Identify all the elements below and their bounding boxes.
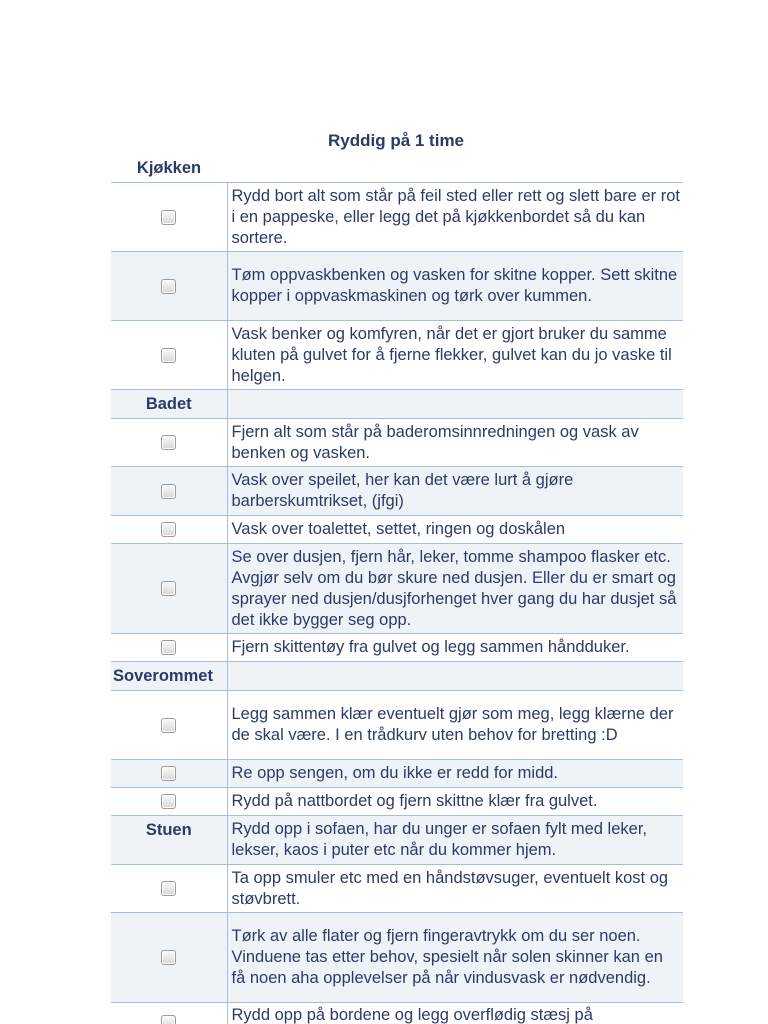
task-row <box>111 760 683 788</box>
task-row-stuen <box>111 816 683 865</box>
task-checkbox[interactable] <box>161 718 176 733</box>
task-row <box>111 913 683 1003</box>
task-checkbox[interactable] <box>161 484 176 499</box>
task-text: Rydd opp på bordene og legg overflødig stæsj på <box>227 1003 683 1024</box>
task-row <box>111 691 683 760</box>
task-checkbox[interactable] <box>161 348 176 363</box>
task-checkbox[interactable] <box>161 522 176 537</box>
task-row <box>111 865 683 913</box>
section-heading-badet: Badet <box>111 390 227 419</box>
section-row-soverommet <box>111 662 683 691</box>
task-row <box>111 419 683 467</box>
section-heading-kjokken: Kjøkken <box>136 159 202 177</box>
task-text: Tøm oppvaskbenken og vasken for skitne kopper. Sett skitne kopper i oppvaskmaskinen og tørk over kummen. <box>227 252 683 321</box>
task-text: Se over dusjen, fjern hår, leker, tomme shampoo flasker etc. Avgjør selv om du bør skure ned dusjen. Eller du er smart og sprayer ned dusjen/dusjforhenget hver gang du har dusjet så det ikke bygger seg opp. <box>227 544 683 634</box>
section-row-badet <box>111 390 683 419</box>
task-checkbox[interactable] <box>161 794 176 809</box>
task-checkbox[interactable] <box>161 279 176 294</box>
task-checkbox[interactable] <box>161 1015 176 1024</box>
task-row <box>111 516 683 544</box>
task-text: Vask over speilet, her kan det være lurt å gjøre barberskumtrikset, (jfgi) <box>227 467 683 516</box>
task-text: Rydd bort alt som står på feil sted eller rett og slett bare er rot i en pappeske, eller legg det på kjøkkenbordet så du kan sortere. <box>227 183 683 252</box>
task-checkbox[interactable] <box>161 210 176 225</box>
task-row <box>111 321 683 390</box>
document-title: Ryddig på 1 time <box>327 131 465 150</box>
task-row <box>111 634 683 662</box>
task-text: Legg sammen klær eventuelt gjør som meg, legg klærne der de skal være. I en trådkurv uten behov for bretting :D <box>227 691 683 760</box>
section-heading-stuen: Stuen <box>111 816 227 865</box>
task-row <box>111 544 683 634</box>
task-text: Fjern skittentøy fra gulvet og legg sammen håndduker. <box>227 634 683 662</box>
task-row <box>111 1003 683 1024</box>
task-row <box>111 788 683 816</box>
task-text: Vask benker og komfyren, når det er gjort bruker du samme kluten på gulvet for å fjerne flekker, gulvet kan du jo vaske til helgen. <box>227 321 683 390</box>
task-text: Fjern alt som står på baderomsinnredningen og vask av benken og vasken. <box>227 419 683 467</box>
task-checkbox[interactable] <box>161 581 176 596</box>
task-text: Re opp sengen, om du ikke er redd for midd. <box>227 760 683 788</box>
task-checkbox[interactable] <box>161 435 176 450</box>
section-row-kjokken <box>111 155 683 183</box>
task-row <box>111 183 683 252</box>
task-checkbox[interactable] <box>161 881 176 896</box>
task-checkbox[interactable] <box>161 950 176 965</box>
task-row <box>111 252 683 321</box>
task-text: Rydd på nattbordet og fjern skittne klær fra gulvet. <box>227 788 683 816</box>
task-checkbox[interactable] <box>161 766 176 781</box>
section-heading-soverommet: Soverommet <box>111 662 227 691</box>
task-text: Tørk av alle flater og fjern fingeravtrykk om du ser noen. Vinduene tas etter behov, spesielt når solen skinner kan en få noen aha opplevelser på når vindusvask er nødvendig. <box>227 913 683 1003</box>
task-text: Ta opp smuler etc med en håndstøvsuger, eventuelt kost og støvbrett. <box>227 865 683 913</box>
task-row <box>111 467 683 516</box>
task-checkbox[interactable] <box>161 640 176 655</box>
task-text: Vask over toalettet, settet, ringen og doskålen <box>227 516 683 544</box>
cleaning-checklist-table <box>111 155 683 1024</box>
task-text: Rydd opp i sofaen, har du unger er sofaen fylt med leker, lekser, kaos i puter etc når du kommer hjem. <box>227 816 683 865</box>
